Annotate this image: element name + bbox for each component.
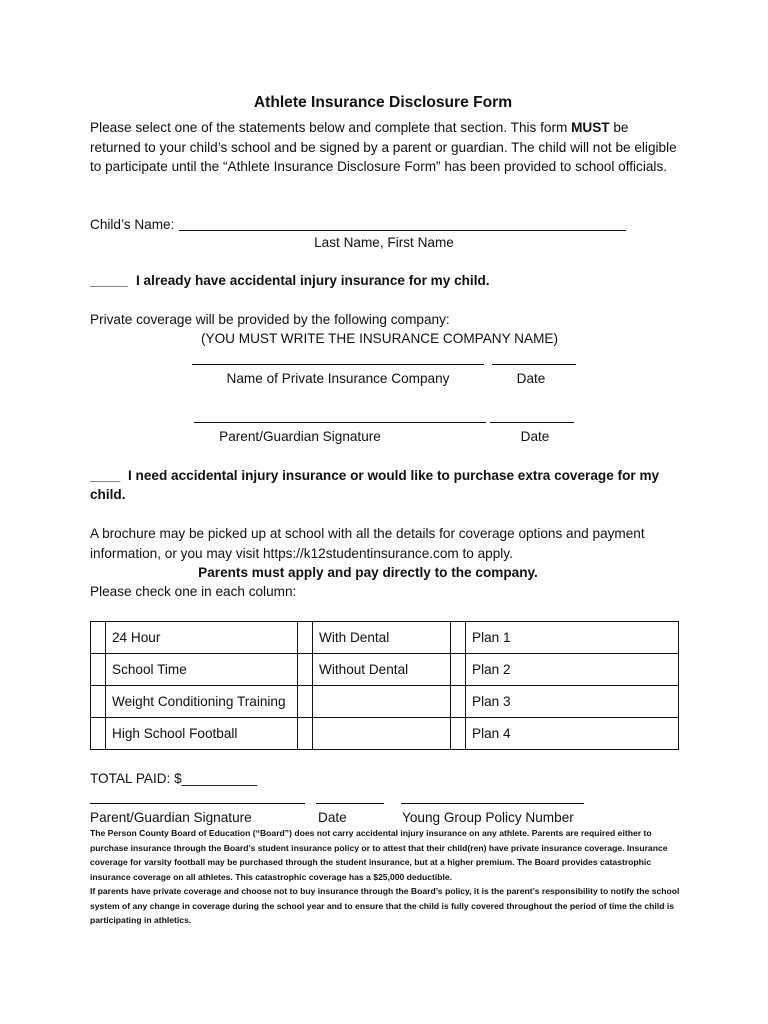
option1-checkbox-blank[interactable]: _____: [90, 273, 128, 288]
option1-date-caption: Date: [520, 429, 550, 444]
checkbox-cell[interactable]: [451, 718, 466, 750]
option2-statement-line2: child.: [90, 487, 126, 502]
intro-text-part2: be returned to your child’s school and be signed by a parent or guardian. The child will not be eligible to participate until the “Athlete Insurance Disclosure Form” has been provided to school officials.: [90, 120, 677, 174]
dental-option-cell: With Dental: [313, 622, 451, 654]
form-title: Athlete Insurance Disclosure Form: [253, 94, 513, 111]
disclaimer-paragraph-2: If parents have private coverage and choose not to buy insurance through the Board’s policy, it is the parent’s responsibility to notify the school system of any change in coverage during the school year and to ensure that the child is fully covered throughout the period of time the child is participating in athletics.: [90, 886, 680, 926]
company-date-field[interactable]: [492, 364, 576, 365]
plan-option-cell: Plan 1: [466, 622, 679, 654]
table-row: [91, 686, 679, 718]
plans-table: [90, 621, 679, 750]
option1-statement: I already have accidental injury insurance for my child.: [136, 273, 490, 288]
option1-signature-caption: Parent/Guardian Signature: [219, 429, 381, 444]
child-name-label: Child’s Name:: [90, 217, 175, 232]
table-row: [91, 718, 679, 750]
company-name-instruction: (YOU MUST WRITE THE INSURANCE COMPANY NAME): [201, 331, 558, 346]
dental-option-cell: Without Dental: [313, 654, 451, 686]
intro-must: MUST: [571, 120, 610, 135]
payment-date-caption: Date: [318, 810, 347, 825]
coverage-option-cell: Weight Conditioning Training: [106, 686, 298, 718]
plan-option-cell: Plan 3: [466, 686, 679, 718]
policy-number-field[interactable]: [401, 803, 584, 804]
child-name-field[interactable]: [179, 230, 626, 231]
intro-paragraph: [90, 118, 680, 177]
dental-option-cell: [313, 718, 451, 750]
disclaimer-paragraph-1: The Person County Board of Education (“Board”) does not carry accidental injury insurance on any athlete. Parents are required either to purchase insurance through the Board’s student insurance policy or to attest that their child(ren) have private insurance coverage. Insurance coverage for varsity football may be purchased through the student insurance, but at a higher premium. The Board provides catastrophic insurance coverage on all athletes. This catastrophic coverage has a $25,000 deductible.: [90, 828, 668, 882]
coverage-option-cell: High School Football: [106, 718, 298, 750]
company-date-caption: Date: [516, 371, 546, 386]
checkbox-cell[interactable]: [298, 686, 313, 718]
child-name-caption: Last Name, First Name: [314, 235, 454, 250]
checkbox-cell[interactable]: [298, 622, 313, 654]
coverage-option-cell: 24 Hour: [106, 622, 298, 654]
brochure-paragraph: A brochure may be picked up at school with all the details for coverage options and payment information, or you may visit https://k12studentinsurance.com to apply.: [90, 526, 645, 561]
checkbox-cell[interactable]: [298, 718, 313, 750]
checkbox-cell[interactable]: [451, 622, 466, 654]
plan-option-cell: Plan 4: [466, 718, 679, 750]
option2-checkbox-blank[interactable]: ____: [90, 468, 121, 483]
insurance-company-field[interactable]: [192, 364, 484, 365]
private-coverage-text: Private coverage will be provided by the following company:: [90, 312, 450, 327]
checkbox-cell[interactable]: [91, 654, 106, 686]
option1-signature-field[interactable]: [194, 422, 486, 423]
checkbox-cell[interactable]: [91, 686, 106, 718]
payment-date-field[interactable]: [316, 803, 384, 804]
payment-signature-field[interactable]: [90, 803, 305, 804]
total-paid-field[interactable]: TOTAL PAID: $__________: [90, 771, 258, 786]
table-row: [91, 622, 679, 654]
checkbox-cell[interactable]: [451, 654, 466, 686]
plan-option-cell: Plan 2: [466, 654, 679, 686]
checkbox-cell[interactable]: [451, 686, 466, 718]
checkbox-cell[interactable]: [91, 622, 106, 654]
coverage-option-cell: School Time: [106, 654, 298, 686]
checkbox-cell[interactable]: [91, 718, 106, 750]
company-name-caption: Name of Private Insurance Company: [226, 371, 450, 386]
payment-signature-caption: Parent/Guardian Signature: [90, 810, 252, 825]
check-instruction: Please check one in each column:: [90, 584, 297, 599]
option1-signature-date-field[interactable]: [490, 422, 574, 423]
intro-text-part1: Please select one of the statements below and complete that section. This form: [90, 120, 572, 135]
checkbox-cell[interactable]: [298, 654, 313, 686]
dental-option-cell: [313, 686, 451, 718]
policy-number-caption: Young Group Policy Number: [402, 810, 574, 825]
table-row: [91, 654, 679, 686]
option2-statement-line1: I need accidental injury insurance or would like to purchase extra coverage for my: [128, 468, 660, 483]
must-apply-notice: Parents must apply and pay directly to the company.: [198, 565, 538, 580]
